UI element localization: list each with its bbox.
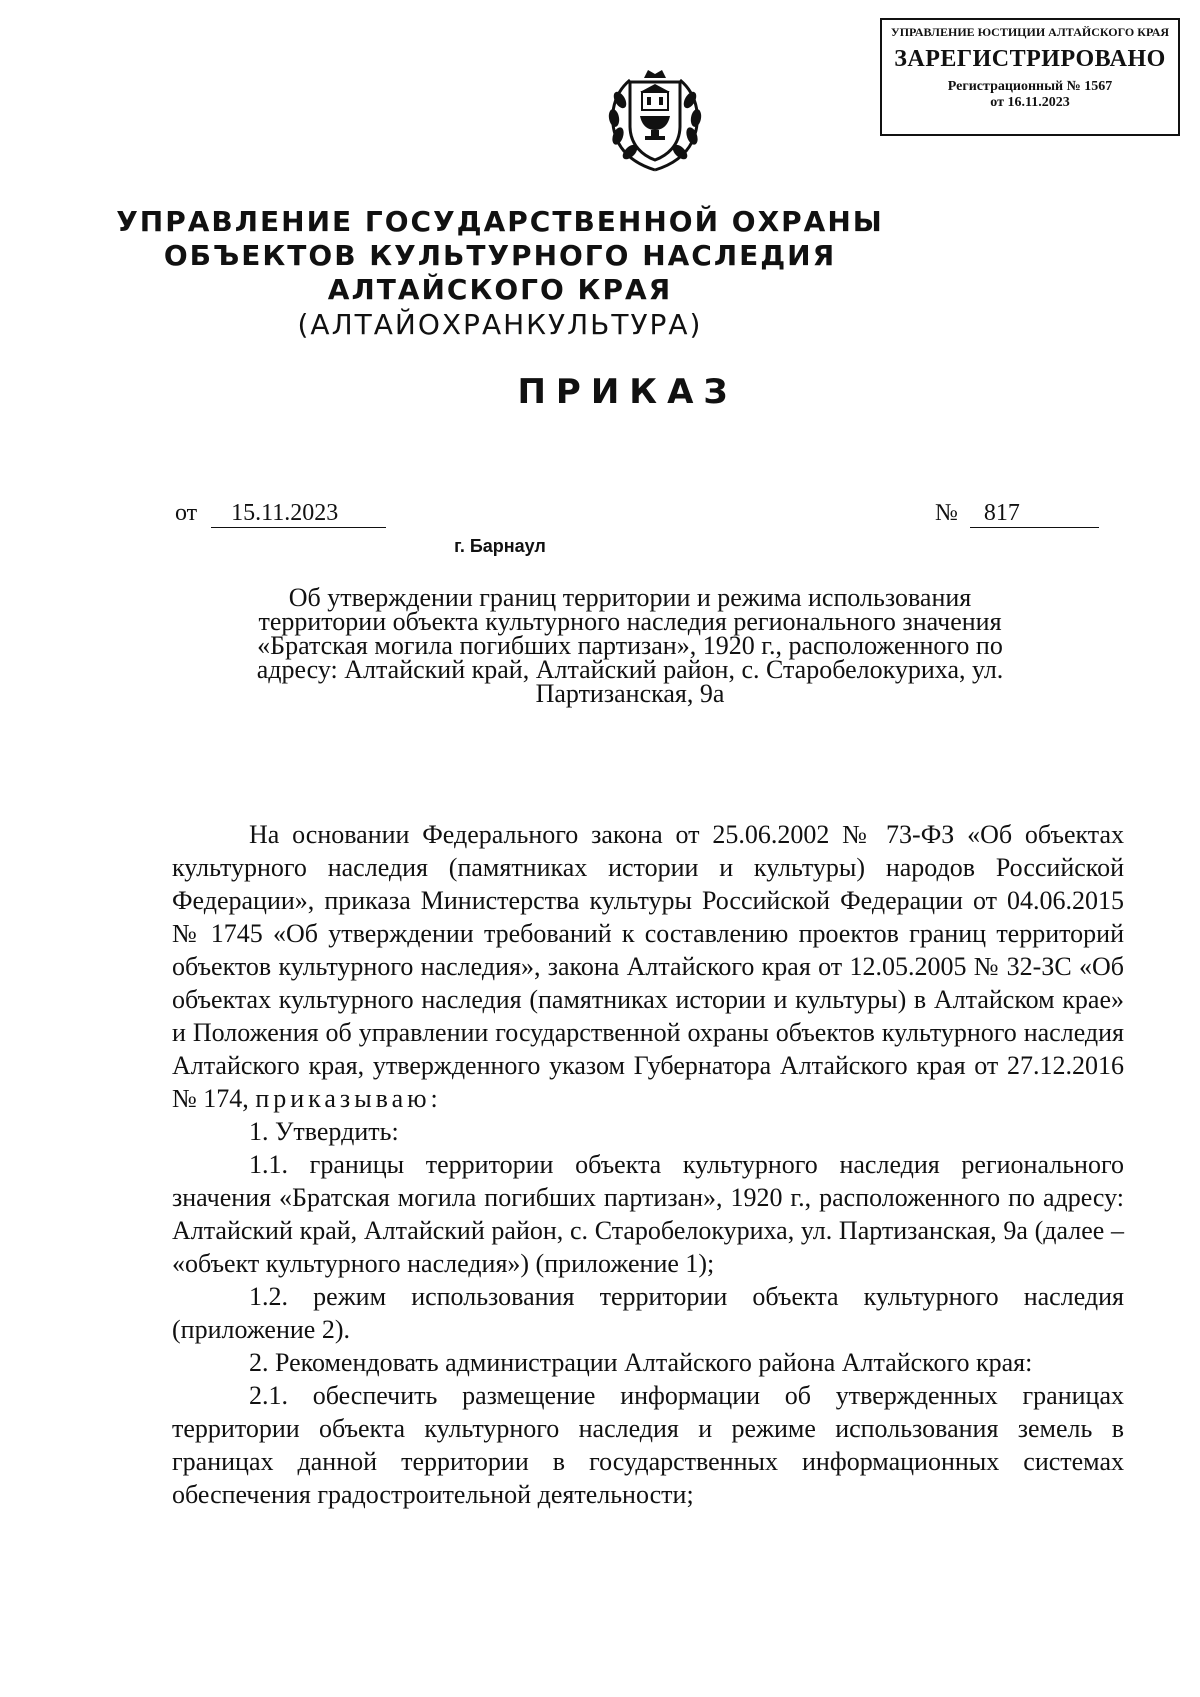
stamp-date: 16.11.2023	[1007, 95, 1070, 110]
order-city: г. Барнаул	[454, 536, 546, 556]
preamble-paragraph	[172, 818, 1124, 1115]
order-number-value: 817	[970, 500, 1099, 528]
order-word: приказываю:	[255, 1084, 442, 1113]
order-title: Об утверждении границ территории и режима использования территории объекта культурного наследия регионального значения «Братская могила погибших партизан», 1920 г., расположенного по адресу: Алтайский край, Алтайский район, с. Старобелокуриха, ул. Партизанская, 9а	[256, 583, 1004, 708]
org-short-name: (АЛТАЙОХРАНКУЛЬТУРА)	[297, 308, 703, 341]
stamp-org: УПРАВЛЕНИЕ ЮСТИЦИИ АЛТАЙСКОГО КРАЯ	[890, 25, 1170, 39]
item-1-1: 1.1. границы территории объекта культурного наследия регионального значения «Братская могила погибших партизан», 1920 г., расположенного по адресу: Алтайский край, Алтайский район, с. Старобелокуриха, ул. Партизанская, 9а (далее – «объект культурного наследия») (приложение 1);	[172, 1150, 1124, 1278]
stamp-reg-line	[882, 79, 1178, 95]
stamp-reg-label: Регистрационный №	[947, 79, 1081, 94]
org-name-line-1: УПРАВЛЕНИЕ ГОСУДАРСТВЕННОЙ ОХРАНЫ	[116, 205, 884, 238]
order-date-label: от	[175, 500, 198, 526]
stamp-status: ЗАРЕГИСТРИРОВАНО	[894, 46, 1166, 72]
item-2: 2. Рекомендовать администрации Алтайского района Алтайского края:	[249, 1348, 1033, 1377]
org-name-line-3: АЛТАЙСКОГО КРАЯ	[327, 273, 673, 306]
order-date-value: 15.11.2023	[211, 500, 386, 528]
item-1-2: 1.2. режим использования территории объекта культурного наследия (приложение 2).	[172, 1282, 1124, 1344]
stamp-reg-number: 1567	[1084, 79, 1113, 94]
order-date	[175, 500, 386, 528]
preamble-text: На основании Федерального закона от 25.06.2002 № 73-ФЗ «Об объектах культурного наследия (памятниках истории и культуры) народов Российской Федерации», приказа Министерства культуры Российской Федерации от 04.06.2015 № 1745 «Об утверждении требований к составлению проектов границ территорий объектов культурного наследия», закона Алтайского края от 12.05.2005 № 32-ЗС «Об объектах культурного наследия (памятниках истории и культуры) в Алтайском крае» и Положения об управлении государственной охраны объектов культурного наследия Алтайского края, утвержденного указом Губернатора Алтайского края от 27.12.2016 № 174,	[172, 820, 1124, 1113]
document-type: ПРИКАЗ	[517, 372, 738, 412]
organization-header	[0, 205, 1200, 343]
order-body	[172, 818, 1124, 1511]
stamp-date-line	[882, 95, 1178, 111]
altai-coat-of-arms-icon	[600, 60, 710, 175]
org-name-line-2: ОБЪЕКТОВ КУЛЬТУРНОГО НАСЛЕДИЯ	[163, 239, 837, 272]
order-number-label: №	[935, 500, 958, 526]
item-1: 1. Утвердить:	[249, 1117, 399, 1146]
item-2-1: 2.1. обеспечить размещение информации об утвержденных границах территории объекта культурного наследия и режиме использования земель в границах данной территории в государственных информационных системах обеспечения градостроительной деятельности;	[172, 1381, 1124, 1509]
stamp-date-label: от	[990, 95, 1004, 110]
registration-stamp	[880, 18, 1180, 136]
order-number	[935, 500, 1099, 528]
